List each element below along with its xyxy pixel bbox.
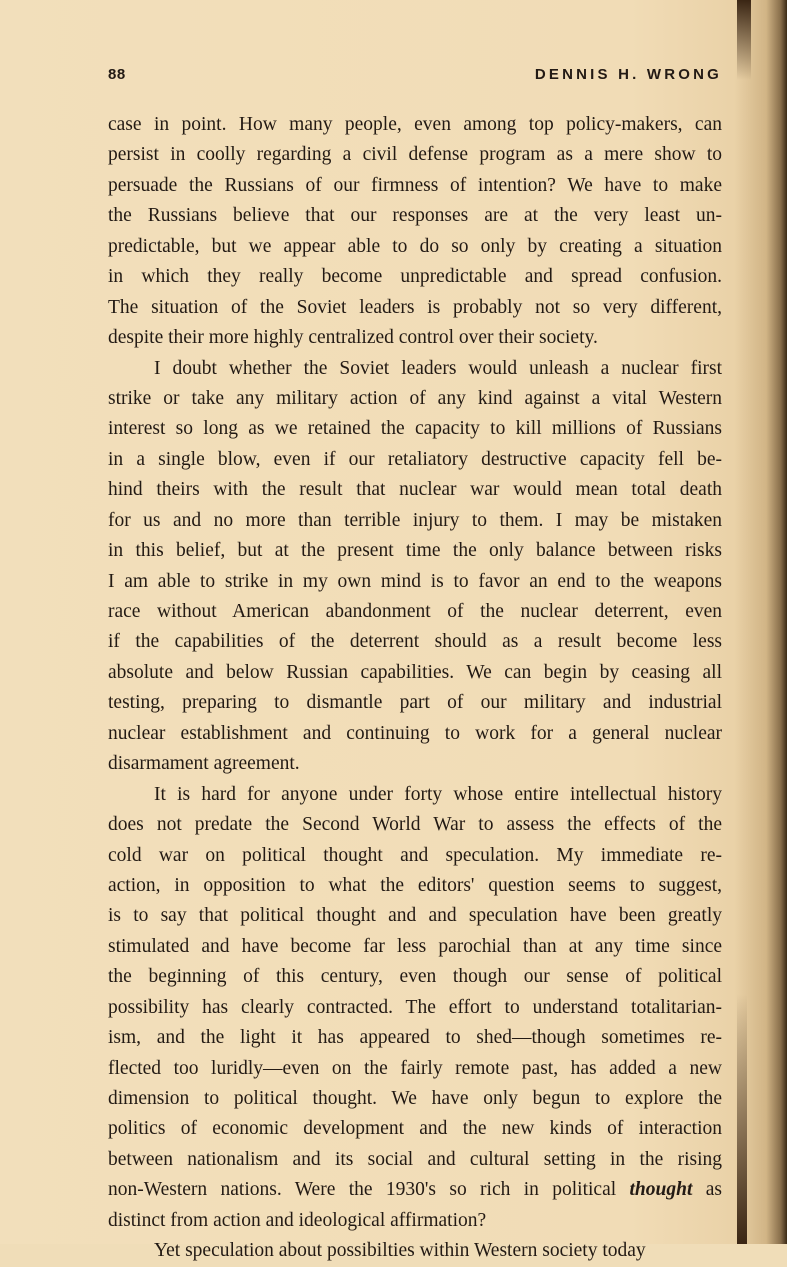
text-line: the beginning of this century, even though our sense of political (108, 966, 722, 988)
text-line: in this belief, but at the present time the only balance between risks (108, 540, 722, 562)
text-line: cold war on political thought and speculation. My immediate re- (108, 844, 722, 866)
text-line: the Russians believe that our responses are at the very least un- (108, 205, 722, 227)
text-line: nuclear establishment and continuing to work for a general nuclear (108, 722, 722, 744)
text-line: ism, and the light it has appeared to shed—though sometimes re- (108, 1027, 722, 1049)
spine-edge-top (737, 0, 751, 80)
text-line: dimension to political thought. We have only begun to explore the (108, 1088, 722, 1109)
text-line: stimulated and have become far less parochial than at any time since (108, 935, 722, 957)
text-line: predictable, but we appear able to do so only by creating a situation (108, 235, 722, 257)
text-line: persuade the Russians of our firmness of intention? We have to make (108, 174, 722, 196)
text-line: strike or take any military action of any kind against a vital Western (108, 387, 722, 409)
text-line: absolute and below Russian capabilities. We can begin by ceasing all (108, 661, 722, 683)
text-line: possibility has clearly contracted. The effort to understand totalitarian- (108, 996, 722, 1018)
running-head: DENNIS H. WRONG (534, 66, 722, 83)
text-line: flected too luridly—even on the fairly remote past, has added a new (108, 1057, 722, 1079)
text-line: interest so long as we retained the capacity to kill millions of Russians (108, 418, 722, 440)
text-line: race without American abandonment of the nuclear deterrent, even (108, 601, 722, 622)
paragraph (108, 110, 722, 354)
text-line: I am able to strike in my own mind is to favor an end to the weapons (108, 570, 722, 592)
text-line: despite their more highly centralized control over their society. (108, 327, 598, 349)
text-line: between nationalism and its social and cultural setting in the rising (108, 1148, 722, 1170)
text-line: case in point. How many people, even among top policy-makers, can (108, 114, 722, 135)
paragraph (108, 1236, 722, 1266)
text-line: Yet speculation about possibilties within Western society today (154, 1240, 646, 1262)
text-line: distinct from action and ideological affirmation? (108, 1209, 487, 1231)
paragraph (108, 354, 722, 780)
text-line: in which they really become unpredictable and spread confusion. (108, 266, 722, 288)
text-line: I doubt whether the Soviet leaders would unleash a nuclear first (154, 357, 722, 379)
text-line: does not predate the Second World War to assess the effects of the (108, 814, 722, 836)
text-line: It is hard for anyone under forty whose entire intellectual history (154, 783, 722, 805)
italic-word: thought (629, 1179, 693, 1201)
text-line: The situation of the Soviet leaders is probably not so very different, (108, 296, 722, 318)
text-line: non-Western nations. Were the 1930's so rich in political thought as (108, 1179, 722, 1201)
text-line: is to say that political thought and and speculation have been greatly (108, 905, 722, 927)
paragraph (108, 780, 722, 1237)
text-line: disarmament agreement. (108, 753, 300, 775)
text-line: if the capabilities of the deterrent should as a result become less (108, 631, 722, 653)
text-line: in a single blow, even if our retaliatory destructive capacity fell be- (108, 448, 722, 470)
text-line: persist in coolly regarding a civil defense program as a mere show to (108, 144, 722, 166)
spine-edge-bottom (737, 994, 747, 1244)
page-number: 88 (108, 66, 126, 83)
text-line: testing, preparing to dismantle part of our military and industrial (108, 692, 722, 714)
text-line: hind theirs with the result that nuclear war would mean total death (108, 479, 722, 501)
text-line: action, in opposition to what the editors' question seems to suggest, (108, 874, 722, 896)
body-text (108, 110, 722, 1267)
page-header (108, 66, 722, 90)
text-line: for us and no more than terrible injury to them. I may be mistaken (108, 509, 722, 531)
text-line: politics of economic development and the new kinds of interaction (108, 1118, 722, 1140)
